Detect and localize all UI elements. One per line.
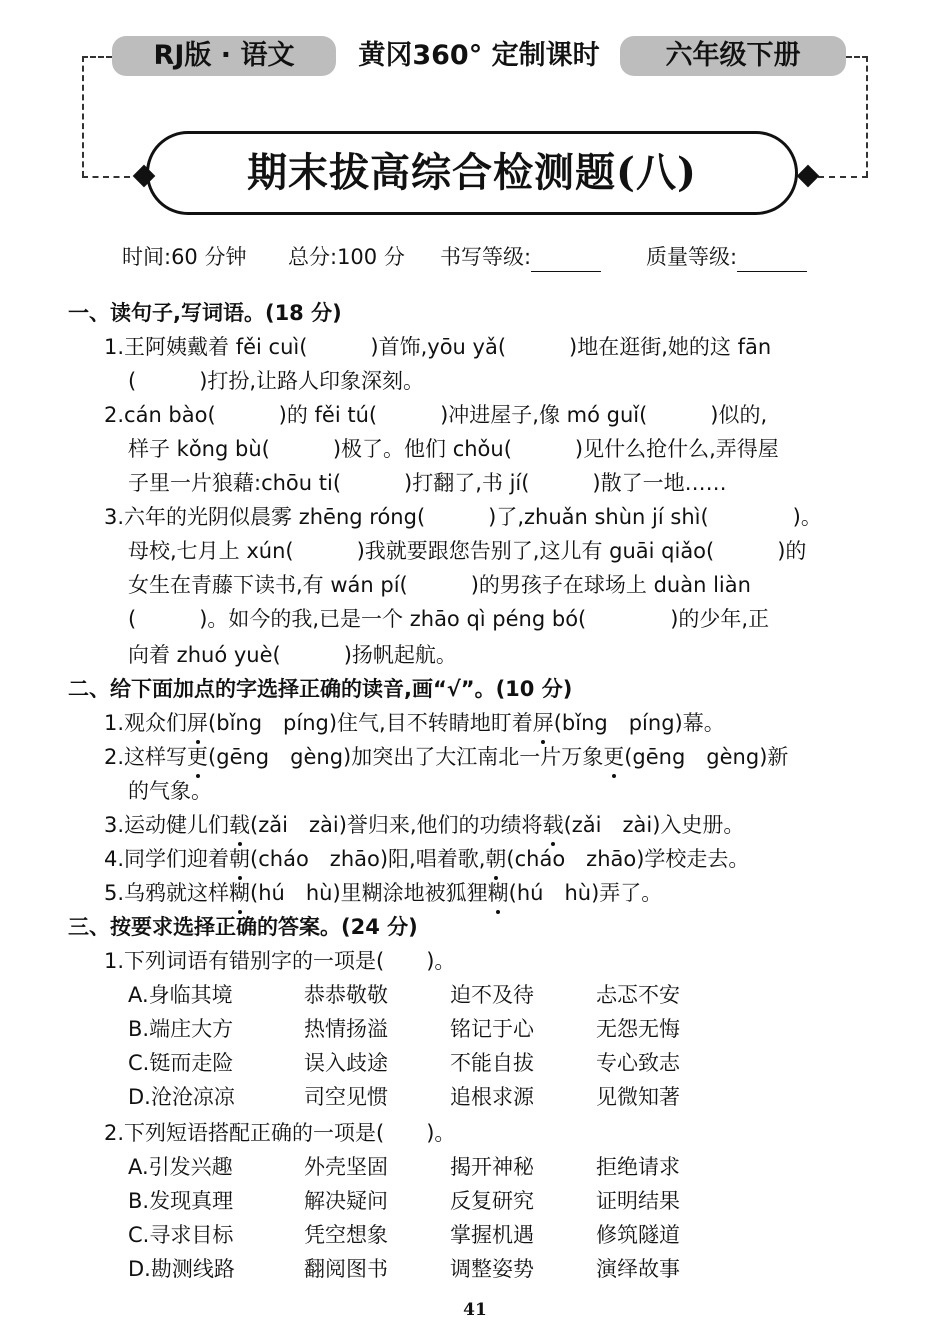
item-text: (gēng gèng)新 bbox=[624, 745, 789, 769]
question-1-stem: 1.下列词语有错别字的一项是( )。 bbox=[104, 949, 456, 973]
q1-option[interactable]: B.端庄大方 bbox=[128, 1017, 234, 1041]
q2-option[interactable]: B.发现真理 bbox=[128, 1189, 234, 1213]
item-text: (hú hù)里糊涂地被狐狸 bbox=[250, 881, 488, 905]
dotted-char: 载 bbox=[229, 808, 250, 842]
header-dash-left bbox=[82, 56, 112, 58]
q2-option[interactable]: D.勘测线路 bbox=[128, 1257, 235, 1281]
page-title: 期末拔高综合检测题(八) bbox=[247, 149, 697, 196]
q1-word: 忐忑不安 bbox=[596, 983, 680, 1007]
dotted-char: 糊 bbox=[229, 876, 250, 910]
dotted-char: 载 bbox=[543, 808, 564, 842]
item-text: (hú hù)弄了。 bbox=[508, 881, 663, 905]
q1-word: 恭恭敬敬 bbox=[304, 983, 388, 1007]
q2-word: 翻阅图书 bbox=[304, 1257, 388, 1281]
section-2-item bbox=[104, 706, 725, 740]
section-1-line: 女生在青藤下读书,有 wán pí( )的男孩子在球场上 duàn liàn bbox=[128, 573, 751, 597]
item-text: 1.观众们 bbox=[104, 711, 188, 735]
dotted-char: 更 bbox=[187, 740, 208, 774]
frame-dash-right bbox=[866, 56, 868, 177]
page-number: 41 bbox=[463, 1300, 487, 1320]
q1-word: 见微知著 bbox=[596, 1085, 680, 1109]
section-2-item bbox=[104, 808, 744, 842]
q1-word: 专心致志 bbox=[596, 1051, 680, 1075]
q2-word: 揭开神秘 bbox=[450, 1155, 534, 1179]
section-1-line: 向着 zhuó yuè( )扬帆起航。 bbox=[128, 643, 457, 667]
edition-pill: RJ版 · 语文 bbox=[112, 36, 336, 76]
item-text: (bǐng píng)幕。 bbox=[553, 711, 725, 735]
exam-total-score: 总分:100 分 bbox=[288, 245, 405, 269]
section-1-line: 样子 kǒng bù( )极了。他们 chǒu( )见什么抢什么,弄得屋 bbox=[128, 437, 779, 461]
section-2-item bbox=[104, 876, 662, 910]
section-3-heading: 三、按要求选择正确的答案。(24 分) bbox=[68, 915, 418, 939]
item-text: 的气象。 bbox=[128, 779, 212, 803]
q2-word: 凭空想象 bbox=[304, 1223, 388, 1247]
title-diamond-right bbox=[797, 165, 820, 188]
item-text: 5.乌鸦就这样 bbox=[104, 881, 230, 905]
section-2-heading: 二、给下面加点的字选择正确的读音,画“√”。(10 分) bbox=[68, 677, 573, 701]
brand-name: 黄冈360° 定制课时 bbox=[358, 40, 600, 71]
q2-word: 反复研究 bbox=[450, 1189, 534, 1213]
q1-option[interactable]: A.身临其境 bbox=[128, 983, 233, 1007]
q1-word: 司空见惯 bbox=[304, 1085, 388, 1109]
dotted-char: 屏 bbox=[533, 706, 554, 740]
section-2-item bbox=[128, 774, 212, 808]
section-1-line: 母校,七月上 xún( )我就要跟您告别了,这儿有 guāi qiǎo( )的 bbox=[128, 539, 807, 563]
item-text: (zǎi zài)誉归来,他们的功绩将 bbox=[250, 813, 543, 837]
q1-option[interactable]: D.沧沧凉凉 bbox=[128, 1085, 235, 1109]
section-1-line: 3.六年的光阴似晨雾 zhēng róng( )了,zhuǎn shùn jí shì( )。 bbox=[104, 505, 822, 529]
q1-word: 迫不及待 bbox=[450, 983, 534, 1007]
dotted-char: 朝 bbox=[485, 842, 506, 876]
frame-dash-left bbox=[82, 56, 84, 177]
section-1-heading: 一、读句子,写词语。(18 分) bbox=[68, 301, 342, 325]
section-1-line: 子里一片狼藉:chōu ti( )打翻了,书 jí( )散了一地…… bbox=[128, 471, 727, 495]
section-2-item bbox=[104, 842, 749, 876]
item-text: (zǎi zài)入史册。 bbox=[563, 813, 745, 837]
grade-pill: 六年级下册 bbox=[620, 36, 846, 76]
dotted-char: 朝 bbox=[229, 842, 250, 876]
item-text: (gēng gèng)加突出了大江南北一片万象 bbox=[208, 745, 604, 769]
dotted-char: 糊 bbox=[488, 876, 509, 910]
q2-word: 证明结果 bbox=[596, 1189, 680, 1213]
q2-option[interactable]: A.引发兴趣 bbox=[128, 1155, 233, 1179]
dotted-char: 屏 bbox=[187, 706, 208, 740]
item-text: 2.这样写 bbox=[104, 745, 188, 769]
writing-grade-text: 书写等级: bbox=[440, 245, 532, 269]
item-text: 4.同学们迎着 bbox=[104, 847, 230, 871]
q2-word: 掌握机遇 bbox=[450, 1223, 534, 1247]
q1-option[interactable]: C.铤而走险 bbox=[128, 1051, 234, 1075]
section-2-item bbox=[104, 740, 788, 774]
quality-grade-text: 质量等级: bbox=[646, 245, 738, 269]
item-text: (bǐng píng)住气,目不转睛地盯着 bbox=[208, 711, 533, 735]
q1-word: 铭记于心 bbox=[450, 1017, 534, 1041]
item-text: 3.运动健儿们 bbox=[104, 813, 230, 837]
q2-word: 演绎故事 bbox=[596, 1257, 680, 1281]
header-dash-right bbox=[846, 56, 868, 58]
q1-word: 误入歧途 bbox=[304, 1051, 388, 1075]
q2-word: 修筑隧道 bbox=[596, 1223, 680, 1247]
section-1-line: 1.王阿姨戴着 fěi cuì( )首饰,yōu yǎ( )地在逛街,她的这 fān bbox=[104, 335, 772, 359]
q2-word: 外壳坚固 bbox=[304, 1155, 388, 1179]
q1-word: 追根求源 bbox=[450, 1085, 534, 1109]
frame-dash-left-bottom bbox=[82, 176, 130, 178]
item-text: (cháo zhāo)学校走去。 bbox=[506, 847, 750, 871]
quality-grade-label bbox=[646, 242, 807, 272]
quality-grade-blank[interactable] bbox=[737, 245, 807, 272]
writing-grade-label bbox=[440, 242, 601, 272]
section-1-line: 2.cán bào( )的 fěi tú( )冲进屋子,像 mó guǐ( )似的, bbox=[104, 403, 768, 427]
item-text: (cháo zhāo)阳,唱着歌, bbox=[250, 847, 486, 871]
exam-time: 时间:60 分钟 bbox=[122, 245, 247, 269]
frame-dash-right-bottom bbox=[818, 176, 868, 178]
section-1-line: ( )。如今的我,已是一个 zhāo qì péng bó( )的少年,正 bbox=[128, 607, 770, 631]
q1-word: 热情扬溢 bbox=[304, 1017, 388, 1041]
dotted-char: 更 bbox=[603, 740, 624, 774]
writing-grade-blank[interactable] bbox=[531, 245, 601, 272]
q2-option[interactable]: C.寻求目标 bbox=[128, 1223, 234, 1247]
q1-word: 无怨无悔 bbox=[596, 1017, 680, 1041]
q2-word: 拒绝请求 bbox=[596, 1155, 680, 1179]
section-1-line: ( )打扮,让路人印象深刻。 bbox=[128, 369, 425, 393]
question-2-stem: 2.下列短语搭配正确的一项是( )。 bbox=[104, 1121, 456, 1145]
q2-word: 调整姿势 bbox=[450, 1257, 534, 1281]
q1-word: 不能自拔 bbox=[450, 1051, 534, 1075]
q2-word: 解决疑问 bbox=[304, 1189, 388, 1213]
